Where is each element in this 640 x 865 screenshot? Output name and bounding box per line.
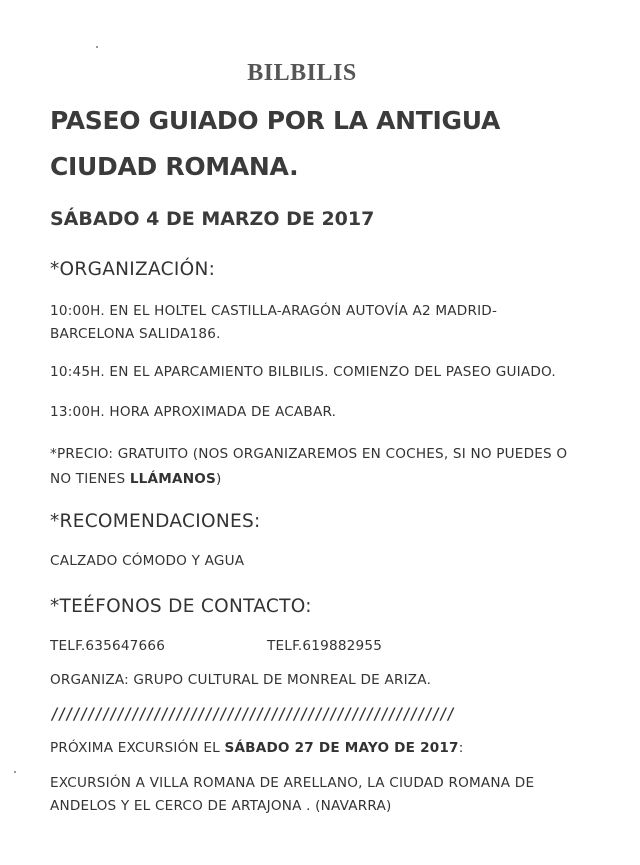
flyer-title: BILBILIS xyxy=(247,60,357,86)
recomendaciones-text: CALZADO CÓMODO Y AGUA xyxy=(50,553,245,569)
proxima-line-2: ANDELOS Y EL CERCO DE ARTAJONA . (NAVARRA) xyxy=(50,798,392,814)
proxima-date: SÁBADO 27 DE MAYO DE 2017 xyxy=(224,740,459,756)
schedule-item-1-line-2: BARCELONA SALIDA186. xyxy=(50,326,221,342)
contacto-heading: *TEÉFONOS DE CONTACTO: xyxy=(50,596,312,617)
precio-line-1: *PRECIO: GRATUITO (NOS ORGANIZAREMOS EN COCHES, SI NO PUEDES O xyxy=(50,446,568,462)
precio-suffix: ) xyxy=(216,471,222,487)
organizacion-heading: *ORGANIZACIÓN: xyxy=(50,259,216,280)
schedule-item-3: 13:00H. HORA APROXIMADA DE ACABAR. xyxy=(50,404,337,420)
proxima-line-1: EXCURSIÓN A VILLA ROMANA DE ARELLANO, LA CIUDAD ROMANA DE xyxy=(50,775,535,791)
event-date: SÁBADO 4 DE MARZO DE 2017 xyxy=(50,208,375,230)
recomendaciones-heading: *RECOMENDACIONES: xyxy=(50,511,261,532)
scan-speck xyxy=(96,46,98,48)
precio-call-us: LLÁMANOS xyxy=(129,471,217,487)
proxima-heading xyxy=(50,740,463,756)
precio-prefix: NO TIENES xyxy=(50,471,130,487)
phone-number-2: TELF.619882955 xyxy=(267,638,383,654)
organiza-text: ORGANIZA: GRUPO CULTURAL DE MONREAL DE ARIZA. xyxy=(50,672,432,688)
schedule-item-1-line-1: 10:00H. EN EL HOLTEL CASTILLA-ARAGÓN AUTOVÍA A2 MADRID- xyxy=(50,303,498,319)
schedule-item-2: 10:45H. EN EL APARCAMIENTO BILBILIS. COMIENZO DEL PASEO GUIADO. xyxy=(50,364,556,380)
headline-line-2: CIUDAD ROMANA. xyxy=(50,152,299,181)
proxima-prefix: PRÓXIMA EXCURSIÓN EL xyxy=(50,740,225,756)
scan-speck xyxy=(14,771,16,773)
proxima-suffix: : xyxy=(458,740,464,756)
slash-separator: /////////////////////////////////////////////////////// xyxy=(50,704,454,723)
headline-line-1: PASEO GUIADO POR LA ANTIGUA xyxy=(50,106,501,135)
phone-number-1: TELF.635647666 xyxy=(50,638,166,654)
precio-line-2 xyxy=(50,471,222,487)
